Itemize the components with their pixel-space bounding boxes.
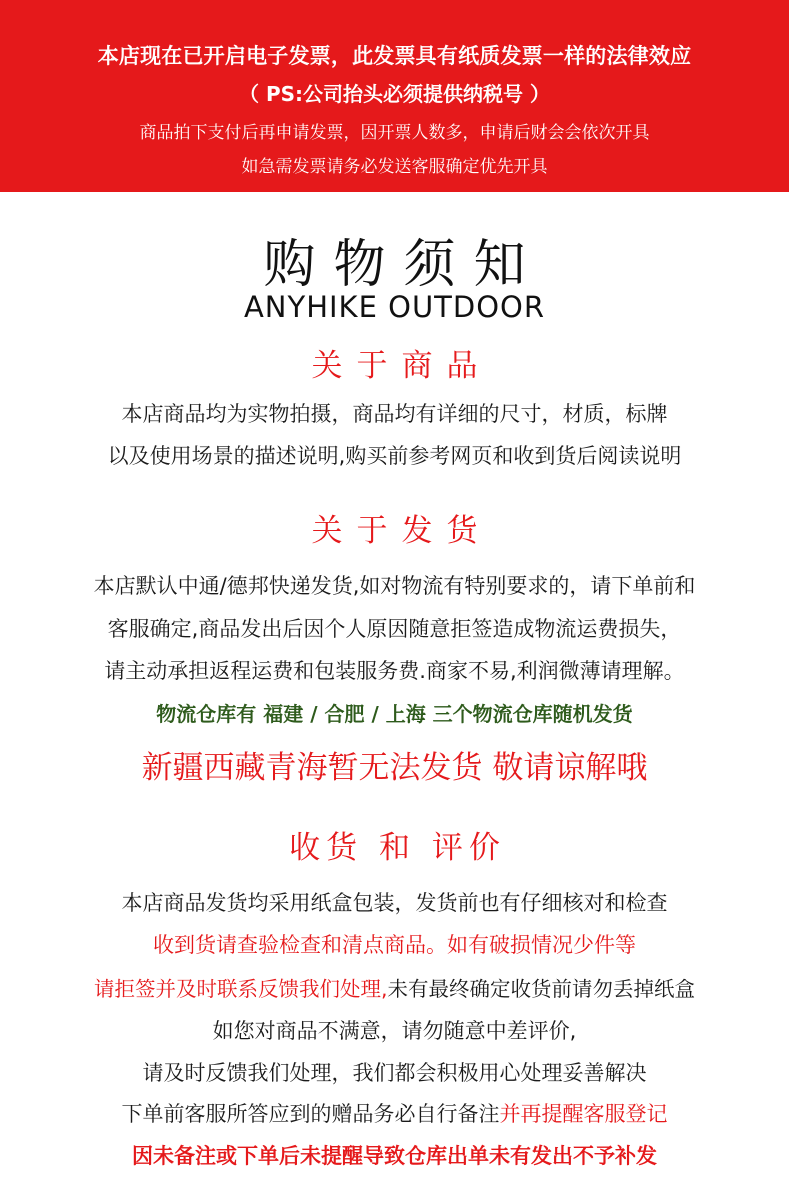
goods-line-1: 本店商品均为实物拍摄，商品均有详细的尺寸，材质，标牌 [121,402,668,426]
page-title: 购物须知 [263,235,544,295]
warehouse-note: 物流仓库有 福建 / 合肥 / 上海 三个物流仓库随机发货 [156,702,633,726]
receipt-line-6 [0,1098,789,1128]
section-title-receipt: 收货 和 评价 [289,830,506,866]
receipt-line-6-red: 并再提醒客服登记 [499,1102,668,1126]
section-title-goods: 关于商品 [311,348,492,384]
goods-line-2: 以及使用场景的描述说明,购买前参考网页和收到货后阅读说明 [107,444,682,468]
receipt-line-3 [0,972,789,1002]
banner-line-3: 商品拍下支付后再申请发票，因开票人数多，申请后财会会依次开具 [139,123,650,143]
receipt-line-1: 本店商品发货均采用纸盒包装，发货前也有仔细核对和检查 [121,891,668,915]
shipping-line-1: 本店默认中通/德邦快递发货,如对物流有特别要求的，请下单前和 [93,574,696,598]
receipt-line-3-red: 请拒签并及时联系反馈我们处理, [93,977,388,1001]
section-title-shipping: 关于发货 [311,513,492,549]
shipping-line-3: 请主动承担返程运费和包装服务费.商家不易,利润微薄请理解。 [104,659,685,683]
no-reissue-notice: 因未备注或下单后未提醒导致仓库出单未有发出不予补发 [132,1144,657,1168]
brand-name: ANYHIKE OUTDOOR [243,290,546,324]
receipt-line-3-black: 未有最终确定收货前请勿丢掉纸盒 [387,977,695,1001]
receipt-line-4: 如您对商品不满意，请勿随意中差评价, [212,1019,577,1043]
shipping-line-2: 客服确定,商品发出后因个人原因随意拒签造成物流运费损失， [107,617,682,641]
no-ship-notice: 新疆西藏青海暂无法发货 敬请谅解哦 [141,750,648,786]
banner-line-2: （ PS:公司抬头必须提供纳税号 ） [239,82,550,106]
invoice-banner [0,0,789,192]
banner-line-4: 如急需发票请务必发送客服确定优先开具 [241,157,548,177]
receipt-line-6-black: 下单前客服所答应到的赠品务必自行备注 [121,1102,500,1126]
banner-line-1: 本店现在已开启电子发票，此发票具有纸质发票一样的法律效应 [97,44,692,68]
receipt-line-5: 请及时反馈我们处理，我们都会积极用心处理妥善解决 [142,1061,647,1085]
receipt-line-2: 收到货请查验检查和清点商品。如有破损情况少件等 [153,933,636,957]
